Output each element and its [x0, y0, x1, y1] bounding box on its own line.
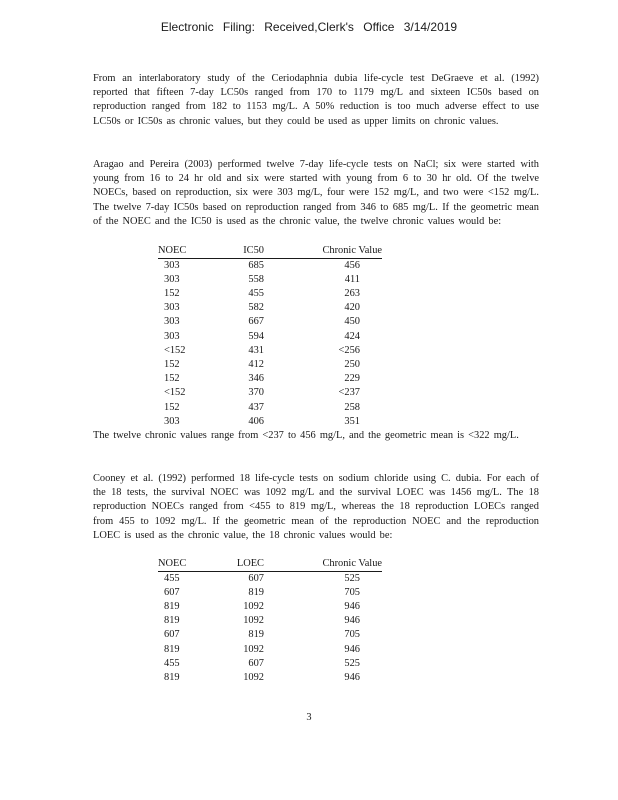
cell-col3: 525	[344, 657, 360, 669]
cell-col2: 667	[248, 316, 264, 328]
cell-col2: 370	[248, 387, 264, 399]
cell-col1: 303	[164, 302, 180, 314]
cell-col3: 456	[344, 259, 360, 271]
cell-col3: 450	[344, 316, 360, 328]
cell-col3: 705	[344, 629, 360, 641]
cell-col2: 346	[248, 373, 264, 385]
cell-col1: 303	[164, 259, 180, 271]
cell-col3: 946	[344, 643, 360, 655]
cell-col2: 685	[248, 259, 264, 271]
cell-col2: 594	[248, 330, 264, 342]
column-header-loec: LOEC	[216, 558, 264, 571]
cell-col2: 582	[248, 302, 264, 314]
cell-col2: 607	[248, 657, 264, 669]
page-number: 3	[306, 712, 312, 723]
cell-col1: 819	[164, 615, 180, 627]
table-row	[158, 315, 382, 329]
cell-col2: 1092	[243, 615, 264, 627]
cell-col1: 152	[164, 358, 180, 370]
column-header-noec: NOEC	[158, 558, 216, 571]
cell-col2: 819	[248, 586, 264, 598]
cell-col3: 351	[344, 415, 360, 427]
cell-col1: 819	[164, 643, 180, 655]
table-row	[158, 386, 382, 400]
column-header-ic50: IC50	[216, 245, 264, 258]
cell-col3: <237	[338, 387, 360, 399]
cell-col2: 1092	[243, 600, 264, 612]
cell-col1: 607	[164, 586, 180, 598]
cell-col2: 455	[248, 287, 264, 299]
table-row	[158, 571, 382, 586]
cell-col1: 819	[164, 600, 180, 612]
table-row	[158, 344, 382, 358]
cell-col3: 420	[344, 302, 360, 314]
cell-col2: 406	[248, 415, 264, 427]
cell-col3: 411	[344, 273, 360, 285]
column-header-chronic-value: Chronic Value	[264, 245, 382, 258]
cell-col3: 946	[344, 615, 360, 627]
cell-col2: 431	[248, 344, 264, 356]
table-row	[158, 287, 382, 301]
paragraph-degraeve: From an interlaboratory study of the Ceriodaphnia dubia life-cycle test DeGraeve et al. (1992) reported that fifteen 7-day LC50s ranged from 170 to 1179 mg/L and sixteen IC50s based on reproduction ranged from 182 to 1153 mg/L. A 50% reduction is too much adverse effect to use LC50s or IC50s as chronic values, but they could be used as upper limits on chronic values.	[93, 73, 539, 127]
cell-col1: 152	[164, 401, 180, 413]
table-row	[158, 657, 382, 671]
cell-col2: 412	[248, 358, 264, 370]
cell-col2: 1092	[243, 643, 264, 655]
cell-col3: 424	[344, 330, 360, 342]
table-row	[158, 614, 382, 628]
column-header-chronic-value: Chronic Value	[264, 558, 382, 571]
cell-col3: 258	[344, 401, 360, 413]
table-header-row	[158, 245, 382, 258]
table-row	[158, 301, 382, 315]
cell-col1: 303	[164, 330, 180, 342]
cell-col3: 946	[344, 671, 360, 683]
cell-col1: 152	[164, 287, 180, 299]
cell-col1: <152	[164, 344, 186, 356]
cell-col2: 1092	[243, 671, 264, 683]
electronic-filing-stamp: Electronic Filing: Received,Clerk's Office 3/14/2019	[160, 20, 458, 34]
cell-col3: 705	[344, 586, 360, 598]
table-row	[158, 600, 382, 614]
cell-col1: 819	[164, 671, 180, 683]
cell-col1: 607	[164, 629, 180, 641]
table-row	[158, 415, 382, 429]
cell-col1: <152	[164, 387, 186, 399]
table-header-row	[158, 558, 382, 571]
table-row	[158, 586, 382, 600]
cell-col2: 437	[248, 401, 264, 413]
cell-col1: 455	[164, 657, 180, 669]
table-row	[158, 358, 382, 372]
table-row	[158, 330, 382, 344]
cell-col1: 455	[164, 572, 180, 584]
paragraph-cooney: Cooney et al. (1992) performed 18 life-cycle tests on sodium chloride using C. dubia. For each of the 18 tests, the survival NOEC was 1092 mg/L and the survival LOEC was 1456 mg/L. The 18 reproduction NOECs ranged from <455 to 819 mg/L, whereas the 18 reproduction LOECs ranged from 455 to 1092 mg/L. If the geometric mean of the reproduction NOEC and the reproduction LOEC is used as the chronic value, the 18 chronic values would be:	[93, 473, 539, 541]
cell-col3: <256	[338, 344, 360, 356]
table-row	[158, 671, 382, 685]
cell-col3: 525	[344, 572, 360, 584]
cell-col3: 263	[344, 287, 360, 299]
table-noec-loec	[158, 558, 382, 685]
cell-col1: 152	[164, 373, 180, 385]
cell-col3: 229	[344, 373, 360, 385]
paragraph-aragao-pereira: Aragao and Pereira (2003) performed twelve 7-day life-cycle tests on NaCl; six were started with young from 16 to 24 hr old and six were started with young from 6 to 30 hr old. Of the twelve NOECs, based on reproduction, six were 303 mg/L, four were 152 mg/L, and two were <152 mg/L. The twelve 7-day IC50s based on reproduction ranged from 346 to 685 mg/L. If the geometric mean of the NOEC and the IC50 is used as the chronic value, the twelve chronic values would be:	[93, 159, 539, 227]
column-header-noec: NOEC	[158, 245, 216, 258]
table-row	[158, 372, 382, 386]
cell-col2: 819	[248, 629, 264, 641]
table-row	[158, 628, 382, 642]
table-noec-ic50	[158, 245, 382, 429]
paragraph-chronic-range: The twelve chronic values range from <237 to 456 mg/L, and the geometric mean is <322 mg/L.	[93, 430, 519, 441]
cell-col2: 607	[248, 572, 264, 584]
table-row	[158, 258, 382, 273]
cell-col3: 946	[344, 600, 360, 612]
cell-col1: 303	[164, 415, 180, 427]
table-row	[158, 401, 382, 415]
table-row	[158, 273, 382, 287]
table-row	[158, 643, 382, 657]
cell-col3: 250	[344, 358, 360, 370]
cell-col1: 303	[164, 273, 180, 285]
cell-col2: 558	[248, 273, 264, 285]
cell-col1: 303	[164, 316, 180, 328]
